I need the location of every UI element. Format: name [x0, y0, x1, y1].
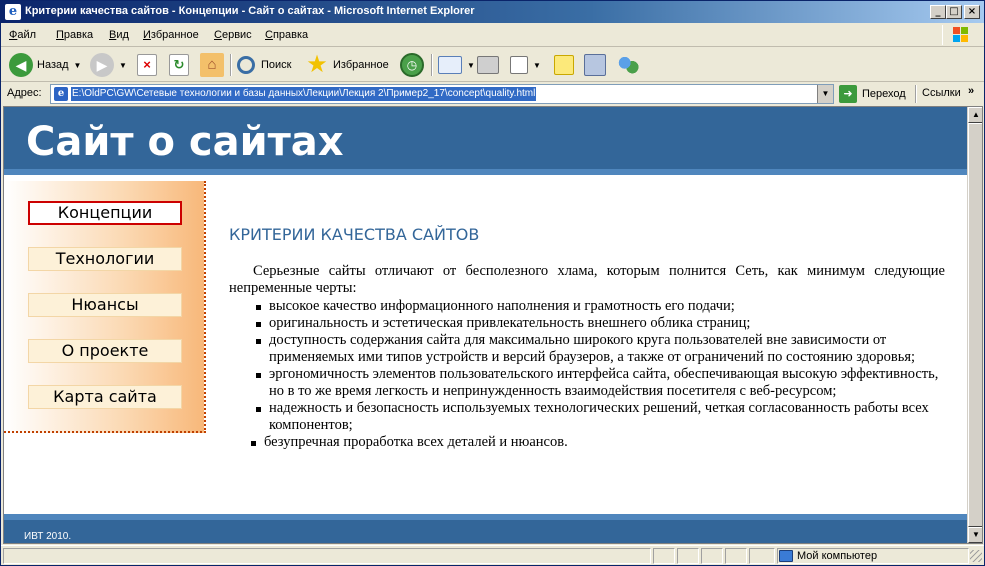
windows-flag-icon	[953, 27, 969, 43]
menu-help[interactable]: Справка	[265, 29, 309, 41]
search-button[interactable]	[237, 52, 291, 78]
menu-bar	[1, 23, 984, 47]
back-dropdown-icon[interactable]: ▼	[73, 60, 82, 70]
nav-concepts[interactable]: Концепции	[28, 201, 182, 225]
back-label: Назад	[37, 59, 69, 71]
menu-file[interactable]: Файл	[9, 29, 37, 41]
forward-button[interactable]	[90, 52, 127, 78]
security-zone	[779, 548, 877, 564]
content-viewport	[3, 106, 983, 544]
edit-dropdown-icon[interactable]: ▼	[533, 60, 541, 70]
intro-paragraph: Серьезные сайты отличают от бесполезного хлама, которым полнится Сеть, как минимум следующие непременные черты:	[229, 263, 945, 296]
status-cell	[725, 548, 747, 564]
menu-favorites[interactable]: Избранное	[143, 29, 199, 41]
status-cell	[749, 548, 775, 564]
site-footer	[4, 514, 967, 544]
list-item: надежность и безопасность используемых технологических решений, четкая согласованность работы всех компонентов;	[269, 400, 945, 434]
toolbar-separator	[915, 85, 917, 103]
address-bar	[1, 83, 984, 105]
favorites-label: Избранное	[333, 59, 389, 71]
stop-icon: ×	[137, 54, 157, 76]
status-cell	[653, 548, 675, 564]
search-label: Поиск	[261, 59, 292, 71]
home-button[interactable]	[200, 52, 224, 78]
star-icon: ★	[306, 51, 328, 78]
page-icon: e	[54, 87, 68, 101]
address-label: Адрес:	[7, 87, 42, 99]
page-heading: КРИТЕРИИ КАЧЕСТВА САЙТОВ	[229, 225, 480, 244]
criteria-list	[264, 298, 945, 451]
printer-icon	[477, 56, 499, 74]
menu-view[interactable]: Вид	[109, 29, 129, 41]
links-button[interactable]: Ссылки	[922, 87, 961, 99]
footer-copyright: ИВТ 2010.	[24, 531, 72, 542]
menu-edit[interactable]: Правка	[56, 29, 94, 41]
status-cell	[677, 548, 699, 564]
links-chevron-icon[interactable]: »	[968, 85, 975, 97]
maximize-button[interactable]: □	[946, 5, 962, 19]
research-icon	[584, 54, 606, 76]
toolbar-separator	[230, 54, 232, 76]
my-computer-icon	[779, 550, 793, 562]
home-icon: ⌂	[200, 53, 224, 77]
minimize-button[interactable]: _	[930, 5, 946, 19]
edit-button[interactable]	[510, 52, 541, 78]
messenger-icon	[617, 54, 639, 76]
mail-button[interactable]	[438, 52, 475, 78]
site-header	[4, 107, 967, 175]
go-button[interactable]	[839, 85, 906, 103]
scroll-thumb[interactable]	[968, 123, 983, 527]
address-dropdown-icon[interactable]: ▼	[817, 85, 833, 103]
messenger-button[interactable]	[617, 52, 639, 78]
back-button[interactable]	[9, 52, 81, 78]
history-icon: ◷	[400, 53, 424, 77]
nav-nuances[interactable]: Нюансы	[28, 293, 182, 317]
list-item: безупречная проработка всех деталей и нюансов.	[264, 434, 945, 451]
ie-logo-icon: e	[5, 4, 21, 20]
list-item: высокое качество информационного наполнения и грамотность его подачи;	[269, 298, 945, 315]
mail-icon	[438, 56, 462, 74]
status-text-cell	[3, 548, 651, 564]
list-item: доступность содержания сайта для максимально широкого круга пользователей вне зависимости от применяемых ими типов устройств и версий браузеров, а также от ограничений по состоянию здоровья;	[269, 332, 945, 366]
scroll-up-icon[interactable]: ▲	[968, 107, 983, 123]
list-item: оригинальность и эстетическая привлекательность внешнего облика страниц;	[269, 315, 945, 332]
nav-about[interactable]: О проекте	[28, 339, 182, 363]
edit-page-icon	[510, 56, 528, 74]
stop-button[interactable]	[137, 52, 157, 78]
nav-technologies[interactable]: Технологии	[28, 247, 182, 271]
vertical-scrollbar[interactable]	[967, 107, 983, 543]
forward-dropdown-icon[interactable]: ▼	[119, 60, 127, 70]
site-navigation	[4, 181, 206, 433]
mail-dropdown-icon[interactable]: ▼	[467, 60, 475, 70]
refresh-icon: ↻	[169, 54, 189, 76]
close-button[interactable]: ×	[964, 5, 980, 19]
list-item: эргономичность элементов пользовательского интерфейса сайта, обеспечивающая высокую эффективность, но в то же время легкость и непринужденность взаимодействия посетителя с веб-ресурсом;	[269, 366, 945, 400]
status-cell	[701, 548, 723, 564]
status-bar	[1, 545, 984, 565]
note-icon	[554, 55, 574, 75]
standard-toolbar	[1, 48, 984, 82]
site-title: Сайт о сайтах	[26, 119, 344, 165]
nav-sitemap[interactable]: Карта сайта	[28, 385, 182, 409]
forward-arrow-icon: ▶	[90, 53, 114, 77]
back-arrow-icon: ◀	[9, 53, 33, 77]
refresh-button[interactable]	[169, 52, 189, 78]
web-page	[4, 107, 967, 543]
scroll-down-icon[interactable]: ▼	[968, 527, 983, 543]
history-button[interactable]	[400, 52, 424, 78]
discuss-button[interactable]	[554, 52, 574, 78]
title-bar	[1, 1, 984, 23]
zone-label: Мой компьютер	[797, 550, 878, 562]
go-label: Переход	[862, 88, 906, 100]
resize-grip[interactable]	[970, 550, 982, 562]
research-button[interactable]	[584, 52, 606, 78]
address-url[interactable]: E:\OldPC\GW\Сетевые технологии и базы данных\Лекции\Лекция 2\Пример2_17\concept\quality.html	[72, 88, 536, 99]
address-input[interactable]	[50, 84, 834, 104]
search-icon	[237, 56, 255, 74]
menu-tools[interactable]: Сервис	[214, 29, 252, 41]
toolbar-separator	[431, 54, 433, 76]
windows-logo	[942, 25, 976, 45]
print-button[interactable]	[477, 52, 499, 78]
window-title: Критерии качества сайтов - Концепции - Сайт о сайтах - Microsoft Internet Explorer	[25, 5, 475, 17]
go-arrow-icon: ➜	[839, 85, 857, 103]
favorites-button[interactable]	[305, 52, 389, 78]
